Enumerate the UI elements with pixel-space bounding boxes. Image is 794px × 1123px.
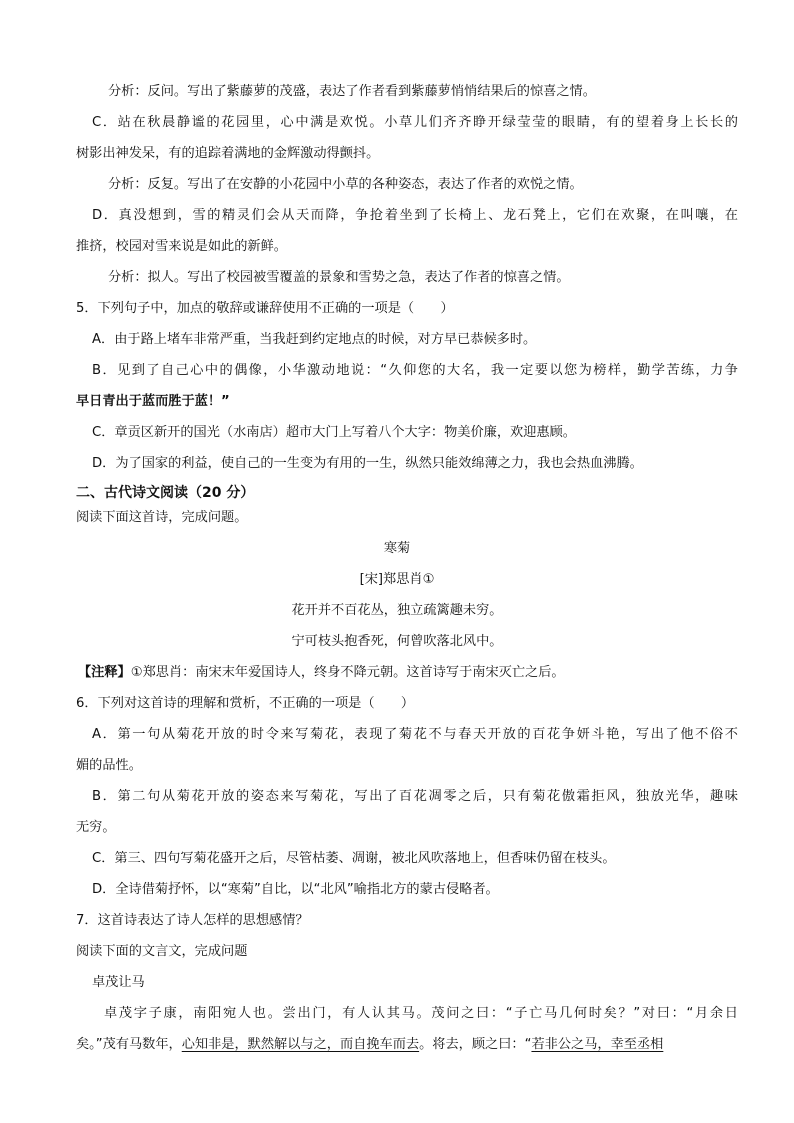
classical-text-segment: 。将去，顾之曰：“ (419, 1037, 532, 1052)
poem-title: 寒菊 (383, 541, 411, 556)
question-5-option-d: D．为了国家的利益，使自己的一生变为有用的一生，纵然只能效绵薄之力，我也会热血沸腾。 (92, 456, 643, 471)
poem-line-1: 花开并不百花丛，独立疏篱趣未穷。 (291, 603, 503, 618)
question-6-option-b-line-1: B．第二句从菊花开放的姿态来写菊花，写出了百花凋零之后，只有菊花傲霜拒风，独放光华，趣味 (92, 789, 738, 804)
classical-paragraph-line-1: 卓茂字子康，南阳宛人也。尝出门，有人认其马。茂问之曰：“子亡马几何时矣？”对曰：“月余日 (104, 1006, 738, 1021)
section-2-intro: 阅读下面这首诗，完成问题。 (76, 510, 248, 525)
poem-note (78, 664, 565, 682)
question-5-stem: 5．下列句子中，加点的敬辞或谦辞使用不正确的一项是（ ） (76, 301, 454, 316)
section-2-heading: 二、古代诗文阅读（20 分） (76, 485, 255, 501)
question-6-option-b-line-2: 无穷。 (76, 820, 116, 835)
question-6-option-c: C．第三、四句写菊花盛开之后，尽管枯萎、凋谢，被北风吹落地上，但香味仍留在枝头。 (92, 851, 616, 866)
question-6-option-a-line-1: A．第一句从菊花开放的时令来写菊花，表现了菊花不与春天开放的百花争妍斗艳，写出了他不俗不 (92, 727, 738, 742)
question-6-option-d: D．全诗借菊抒怀，以“寒菊”自比，以“北风”喻指北方的蒙古侵略者。 (92, 882, 499, 897)
option-c-line-2: 树影出神发呆，有的追踪着满地的金辉激动得颤抖。 (76, 146, 380, 161)
question-6-option-a-line-2: 媚的品性。 (76, 758, 142, 773)
option-d-line-1: D．真没想到，雪的精灵们会从天而降，争抢着坐到了长椅上、龙石凳上，它们在欢聚，在叫嚷，在 (92, 208, 738, 223)
question-5-option-b-line-1: B．见到了自己心中的偶像，小华激动地说：“久仰您的大名，我一定要以您为榜样，勤学苦练，力争 (92, 363, 738, 378)
analysis-c-line: 分析：反复。写出了在安静的小花园中小草的各种姿态，表达了作者的欢悦之情。 (108, 177, 583, 192)
question-6-stem: 6．下列对这首诗的理解和赏析，不正确的一项是（ ） (76, 696, 415, 711)
classical-text-segment: 矣。”茂有马数年， (76, 1037, 182, 1052)
poem-note-text: ①郑思肖：南宋末年爱国诗人，终身不降元朝。这首诗写于南宋灭亡之后。 (130, 665, 565, 680)
classical-paragraph-line-2 (76, 1036, 663, 1054)
classical-title: 卓茂让马 (92, 975, 145, 990)
classical-intro: 阅读下面的文言文，完成问题 (76, 944, 248, 959)
question-5-option-c: C．章贡区新开的国光（水南店）超市大门上写着八个大字：物美价廉，欢迎惠顾。 (92, 425, 576, 440)
underlined-sentence-1: 心知非是，默然解以与之，而自挽车而去 (181, 1037, 420, 1052)
option-d-line-2: 推挤，校园对雪来说是如此的新鲜。 (76, 239, 287, 254)
poem-author: [宋]郑思肖① (359, 572, 435, 587)
question-7-stem: 7．这首诗表达了诗人怎样的思想感情？ (76, 913, 309, 928)
poem-line-2: 宁可枝头抱香死，何曾吹落北风中。 (291, 634, 503, 649)
question-5-option-b-line-2: 早日青出于蓝而胜于蓝！” (76, 394, 230, 409)
analysis-d-line: 分析：拟人。写出了校园被雪覆盖的景象和雪势之急，表达了作者的惊喜之情。 (108, 270, 570, 285)
underlined-sentence-2: 若非公之马，幸至丞相 (531, 1037, 664, 1052)
question-5-option-a: A．由于路上堵车非常严重，当我赶到约定地点的时候，对方早已恭候多时。 (92, 332, 537, 347)
poem-note-label: 【注释】 (78, 665, 131, 680)
option-c-line-1: C．站在秋晨静谧的花园里，心中满是欢悦。小草儿们齐齐睁开绿莹莹的眼睛，有的望着身上长长的 (92, 115, 738, 130)
analysis-b-line: 分析：反问。写出了紫藤萝的茂盛，表达了作者看到紫藤萝悄悄结果后的惊喜之情。 (108, 84, 596, 99)
